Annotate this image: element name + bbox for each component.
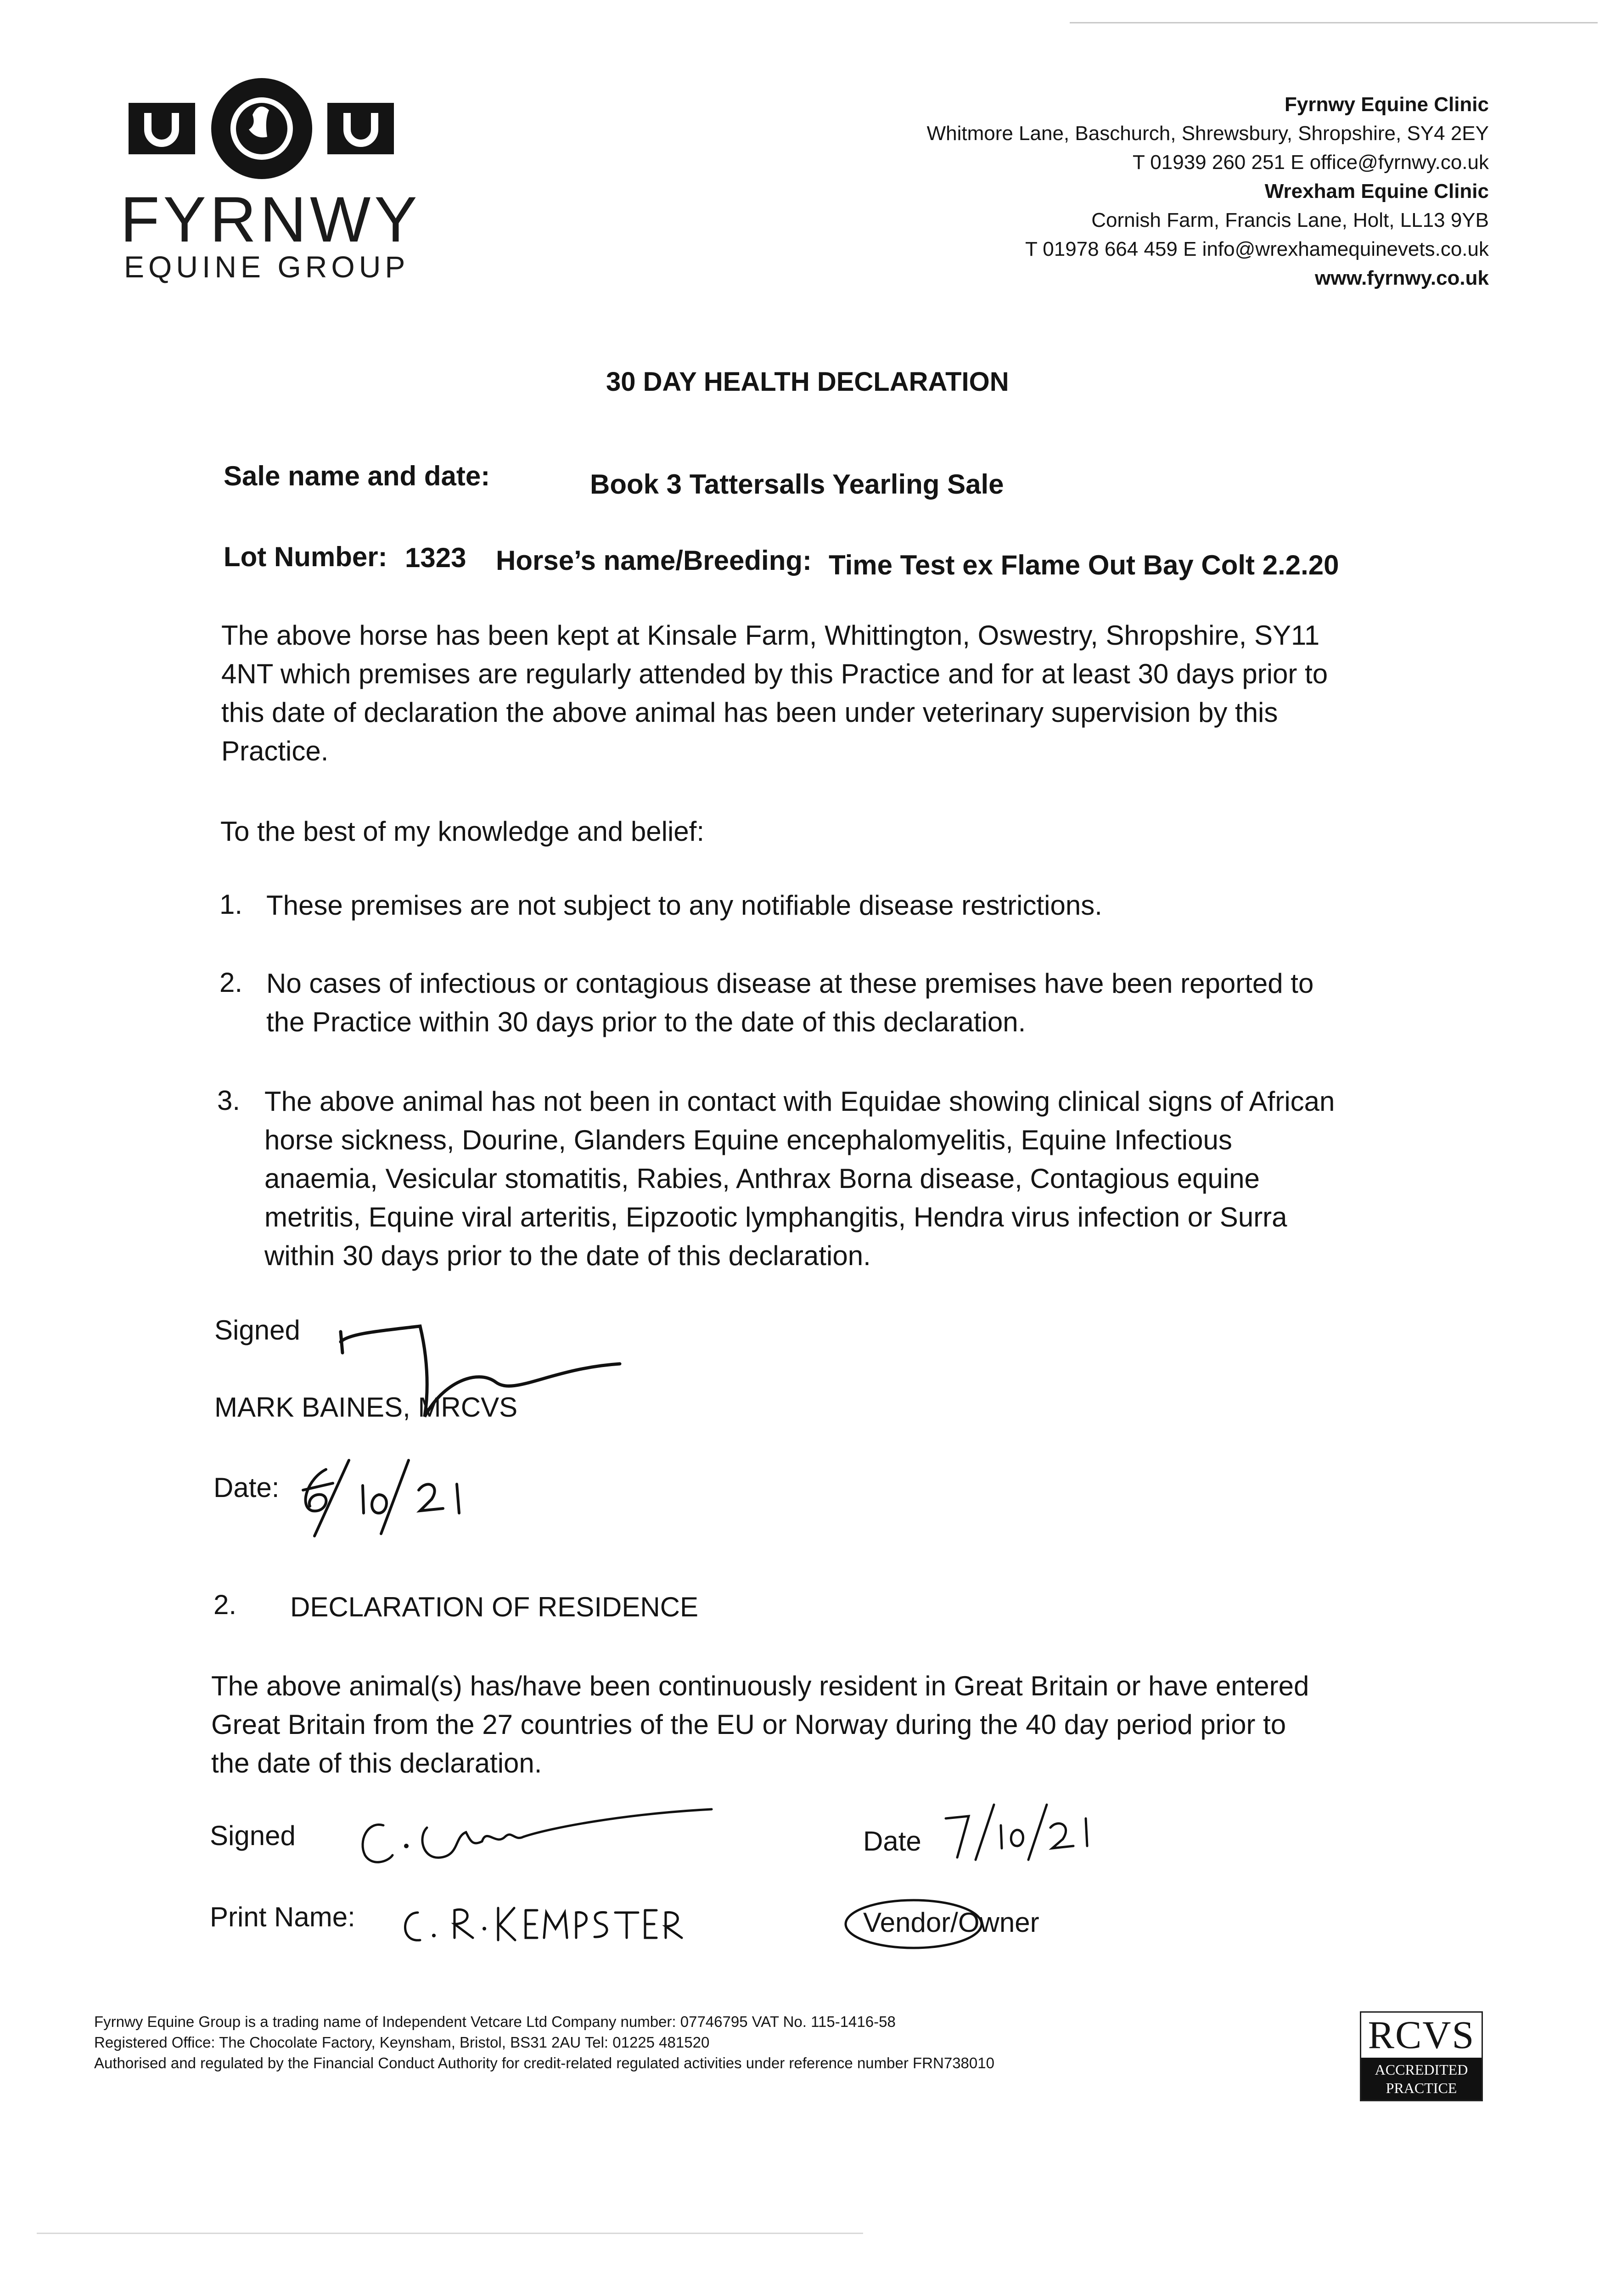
contact-block xyxy=(800,90,1489,293)
residence-number: 2. xyxy=(213,1589,237,1620)
horse-value: Time Test ex Flame Out Bay Colt 2.2.20 xyxy=(829,550,1339,580)
rcvs-line: ACCREDITED xyxy=(1375,2061,1468,2078)
list-item-line: the Practice within 30 days prior to the date of this declaration. xyxy=(266,1007,1026,1037)
list-item-line: within 30 days prior to the date of this declaration. xyxy=(264,1240,871,1271)
website-link[interactable]: www.fyrnwy.co.uk xyxy=(1315,267,1489,289)
vet-name: MARK BAINES, MRCVS xyxy=(214,1392,518,1423)
sale-value: Book 3 Tattersalls Yearling Sale xyxy=(590,469,1004,500)
intro-line: this date of declaration the above animal has been under veterinary supervision by this xyxy=(221,697,1278,728)
page-title: 30 DAY HEALTH DECLARATION xyxy=(606,367,1009,397)
list-item-line: anaemia, Vesicular stomatitis, Rabies, Anthrax Borna disease, Contagious equine xyxy=(264,1163,1260,1194)
owner-date-label: Date xyxy=(863,1826,921,1857)
rcvs-name: RCVS xyxy=(1368,2013,1475,2057)
clinic1-address: Whitmore Lane, Baschurch, Shrewsbury, Shropshire, SY4 2EY xyxy=(926,122,1489,145)
list-item-number: 2. xyxy=(219,967,243,998)
sale-label: Sale name and date: xyxy=(224,461,490,491)
clinic2-address: Cornish Farm, Francis Lane, Holt, LL13 9YB xyxy=(1091,209,1489,231)
lot-label: Lot Number: xyxy=(224,541,387,572)
residence-line: Great Britain from the 27 countries of the EU or Norway during the 40 day period prior to xyxy=(211,1709,1286,1740)
list-item-number: 1. xyxy=(219,889,243,920)
list-item xyxy=(266,886,1102,925)
residence-paragraph xyxy=(211,1667,1309,1783)
logo-subtitle: EQUINE GROUP xyxy=(124,250,410,284)
owner-signature xyxy=(349,1782,716,1874)
fyrnwy-logo-icon xyxy=(124,69,399,179)
belief-statement: To the best of my knowledge and belief: xyxy=(220,816,704,847)
residence-line: the date of this declaration. xyxy=(211,1748,542,1778)
intro-line: 4NT which premises are regularly attended by this Practice and for at least 30 days prior to xyxy=(221,658,1328,689)
horse-label: Horse’s name/Breeding: xyxy=(496,545,812,576)
print-name-label: Print Name: xyxy=(210,1902,355,1932)
vendor-owner-label: Vendor/Owner xyxy=(863,1907,1039,1938)
vet-signed-label: Signed xyxy=(214,1315,300,1345)
rcvs-caption xyxy=(1361,2058,1482,2100)
scan-edge-bottom xyxy=(37,2233,863,2234)
owner-signed-label: Signed xyxy=(210,1820,296,1851)
list-item xyxy=(264,1082,1335,1275)
intro-paragraph xyxy=(221,616,1328,771)
intro-line: The above horse has been kept at Kinsale Farm, Whittington, Oswestry, Shropshire, SY11 xyxy=(221,620,1320,651)
list-item-line: No cases of infectious or contagious disease at these premises have been reported to xyxy=(266,968,1314,999)
list-item-line: The above animal has not been in contact with Equidae showing clinical signs of African xyxy=(264,1086,1335,1117)
vendor-circle-mark xyxy=(840,1892,987,1956)
list-item-line: metritis, Equine viral arteritis, Eipzootic lymphangitis, Hendra virus infection or Surra xyxy=(264,1202,1287,1232)
rcvs-line: PRACTICE xyxy=(1386,2080,1457,2096)
list-item-number: 3. xyxy=(217,1085,241,1116)
residence-heading: DECLARATION OF RESIDENCE xyxy=(290,1592,699,1622)
rcvs-accredited-badge xyxy=(1360,2011,1483,2101)
footer xyxy=(94,2011,994,2073)
owner-date-handwritten xyxy=(937,1800,1097,1864)
intro-line: Practice. xyxy=(221,736,329,766)
clinic2-name: Wrexham Equine Clinic xyxy=(1264,180,1489,203)
residence-line: The above animal(s) has/have been continuously resident in Great Britain or have entered xyxy=(211,1671,1309,1701)
list-item-line: horse sickness, Dourine, Glanders Equine encephalomyelitis, Equine Infectious xyxy=(264,1125,1232,1155)
logo-wordmark: FYRNWY xyxy=(120,183,421,255)
clinic1-name: Fyrnwy Equine Clinic xyxy=(1285,93,1489,116)
print-name-handwritten xyxy=(395,1892,698,1952)
footer-line: Authorised and regulated by the Financial Conduct Authority for credit-related regulated activities under reference number FRN738010 xyxy=(94,2054,994,2071)
clinic1-contact: T 01939 260 251 E office@fyrnwy.co.uk xyxy=(1132,151,1489,174)
scan-edge-top xyxy=(1070,22,1598,23)
lot-number: 1323 xyxy=(405,542,466,573)
list-item xyxy=(266,964,1313,1041)
list-item-line: These premises are not subject to any notifiable disease restrictions. xyxy=(266,890,1102,921)
vet-date-handwritten xyxy=(294,1451,473,1538)
footer-line: Registered Office: The Chocolate Factory, Keynsham, Bristol, BS31 2AU Tel: 01225 481520 xyxy=(94,2034,710,2051)
clinic2-contact: T 01978 664 459 E info@wrexhamequinevets.co.uk xyxy=(1025,238,1489,260)
footer-line: Fyrnwy Equine Group is a trading name of Independent Vetcare Ltd Company number: 07746795 VAT No. 115-1416-58 xyxy=(94,2013,896,2030)
vet-date-label: Date: xyxy=(213,1472,280,1503)
